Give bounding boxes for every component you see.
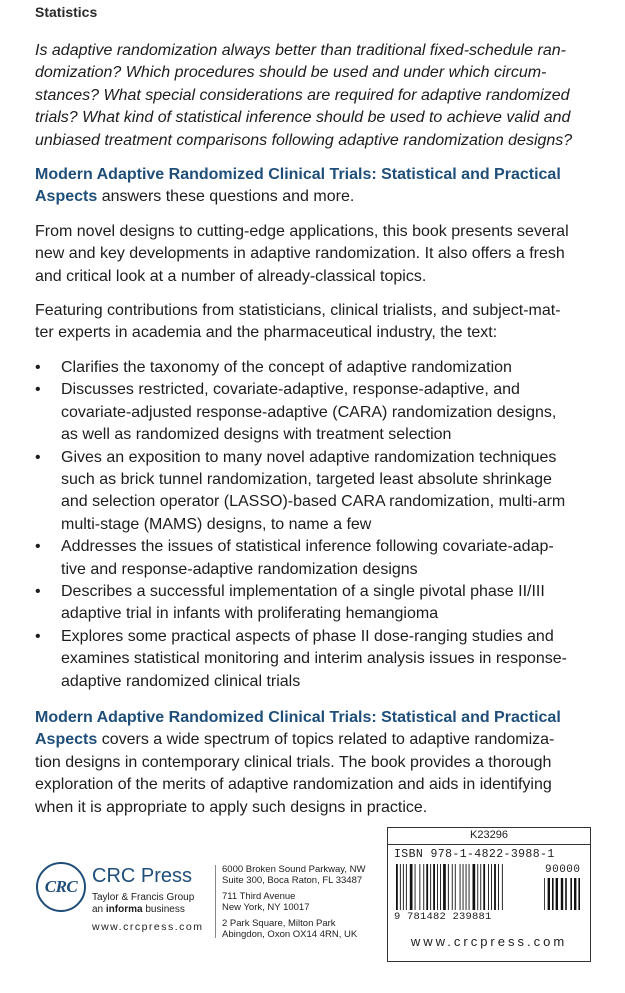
paragraph-line: exploration of the merits of adaptive randomization and aids in identifying [35,776,552,794]
list-item-line: adaptive trial in infants with proliferating hemangioma [61,605,439,623]
intro-line: unbiased treatment comparisons following adaptive randomization designs? [35,131,573,149]
barcode-bar [403,864,404,910]
barcode-bar [556,878,558,910]
list-item-line: such as brick tunnel randomization, targeted least absolute shrinkage [61,470,552,488]
barcode-bar [410,864,413,910]
address-line: 6000 Broken Sound Parkway, NW [222,864,366,875]
category-label: Statistics [35,4,98,20]
barcode-bar [452,864,453,910]
isbn-barcode-box [387,827,591,962]
list-item-line: tive and response-adaptive randomization designs [61,560,418,578]
paragraph-line: ter experts in academia and the pharmaceutical industry, the text: [35,324,498,342]
paragraph-line: From novel designs to cutting-edge applications, this book presents several [35,222,569,240]
business-suffix: business [142,904,185,915]
list-item-line: • Describes a successful implementation of a single pivotal phase II/III [61,582,545,600]
address-line: 2 Park Square, Milton Park [222,918,336,929]
intro-line: trials? What kind of statistical inference should be used to achieve valid and [35,109,571,127]
intro-line: stances? What special considerations are required for adaptive randomized [35,86,570,104]
isbn-text: ISBN 978-1-4822-3988-1 [394,848,555,861]
list-item-line: and selection operator (LASSO)-based CARA randomization, multi-arm [61,493,566,511]
intro-line: Is adaptive randomization always better than traditional fixed-schedule ran- [35,42,566,59]
list-item-line: examines statistical monitoring and interim analysis issues in response- [61,650,567,668]
paragraph-line: Featuring contributions from statisticians, clinical trialists, and subject-mat- [35,302,561,320]
barcode-bar [480,864,481,910]
address-line: New York, NY 10017 [222,902,310,913]
publisher-name: CRC Press [92,865,193,887]
list-item [35,447,595,537]
summary-paragraph [35,707,595,819]
business-prefix: an [92,904,106,915]
address-line: Abingdon, Oxon OX14 4RN, UK [222,929,358,940]
barcode-bar [460,864,461,910]
barcode-bar [419,864,420,910]
barcode-bar [437,864,438,910]
barcode-bar [396,864,398,910]
crc-logo-text: CRC [44,877,78,896]
barcode-bar [498,864,499,910]
address-uk [222,918,357,940]
ean-barcode-bars [396,864,503,910]
description [35,40,595,831]
barcode-bar [570,878,572,910]
barcode-website: www.crcpress.com [410,934,568,949]
barcode-bar [423,864,424,910]
barcode-bar [565,878,567,910]
address-florida [222,864,365,886]
catalog-number: K23296 [470,829,508,841]
publisher-footer [0,820,625,993]
barcode-bar [433,864,435,910]
paragraph-text: covers a wide spectrum of topics related to adaptive randomiza- [97,731,555,749]
barcode-bar [473,864,476,910]
list-item-line: multi-stage (MAMS) designs, to name a few [61,515,372,533]
feature-list [35,357,595,693]
list-item [35,357,595,379]
list-item-line: • Clarifies the taxonomy of the concept of adaptive randomization [61,358,512,376]
contributions-paragraph [35,300,595,345]
barcode-bar [415,864,416,910]
barcode-bar [463,864,464,910]
paragraph-text: answers these questions and more. [97,188,355,206]
intro-questions [35,40,595,152]
list-item [35,379,595,446]
list-item-line: adaptive randomized clinical trials [61,672,301,690]
list-item-line: • Addresses the issues of statistical inference following covariate-adap- [61,538,554,556]
list-item [35,626,595,693]
barcode-bar [406,864,407,910]
paragraph-line: and critical look at a number of already-classical topics. [35,267,427,285]
book-title-ref: Modern Adaptive Randomized Clinical Trials: Statistical and Practical [35,166,561,184]
book-title-ref: Aspects [35,731,98,749]
novel-designs-paragraph [35,221,595,288]
footer-divider [215,865,216,938]
barcode-bar [578,878,580,910]
publisher-group: Taylor & Francis Group [92,892,195,903]
list-item [35,536,595,581]
list-item-line: covariate-adjusted response-adaptive (CARA) randomization designs, [61,403,557,421]
barcode-bar [469,864,470,910]
barcode-bar [548,878,550,910]
answers-paragraph [35,164,595,209]
list-item-line: • Gives an exposition to many novel adaptive randomization techniques [61,448,557,466]
address-line: 711 Third Avenue [222,891,296,902]
price-addon-code: 90000 [545,864,581,876]
publisher-business [92,904,185,915]
barcode-rule [388,844,590,845]
intro-line: domization? Which procedures should be used and under which circum- [35,64,547,82]
barcode-bar [552,878,554,910]
address-new-york [222,891,310,913]
barcode-bar [502,864,503,910]
barcode-bar [544,878,545,910]
barcode-bar [477,864,478,910]
barcode-bar [561,878,563,910]
crc-logo [36,862,86,912]
barcode-bar [574,878,576,910]
book-title-ref: Modern Adaptive Randomized Clinical Trials: Statistical and Practical [35,708,561,726]
list-item [35,581,595,626]
paragraph-line: new and key developments in adaptive randomization. It also offers a fresh [35,245,565,263]
barcode-bar [491,864,492,910]
barcode-bar [443,864,446,910]
list-item-line: • Discusses restricted, covariate-adaptive, response-adaptive, and [61,381,520,399]
barcode-bar [440,864,441,910]
barcode-bar [426,864,428,910]
list-item-line: • Explores some practical aspects of phase II dose-ranging studies and [61,627,554,645]
address-line: Suite 300, Boca Raton, FL 33487 [222,875,363,886]
book-title-ref: Aspects [35,188,98,206]
publisher-website[interactable]: www.crcpress.com [92,921,204,933]
barcode-bar [400,864,401,910]
barcode-bar [488,864,489,910]
addon-barcode-bars [544,878,580,910]
barcode-bar [483,864,485,910]
barcode-bar [455,864,456,910]
barcode-bar [466,864,467,910]
list-item-line: as well as randomized designs with treatment selection [61,426,452,444]
barcode-bar [430,864,431,910]
informa-wordmark: informa [105,904,143,915]
ean-digits: 9 781482 239881 [394,911,492,923]
barcode-bar [448,864,449,910]
paragraph-line: tion designs in contemporary clinical trials. The book provides a thorough [35,753,552,771]
paragraph-line: when it is appropriate to apply such designs in practice. [35,798,428,816]
barcode-bar [494,864,496,910]
